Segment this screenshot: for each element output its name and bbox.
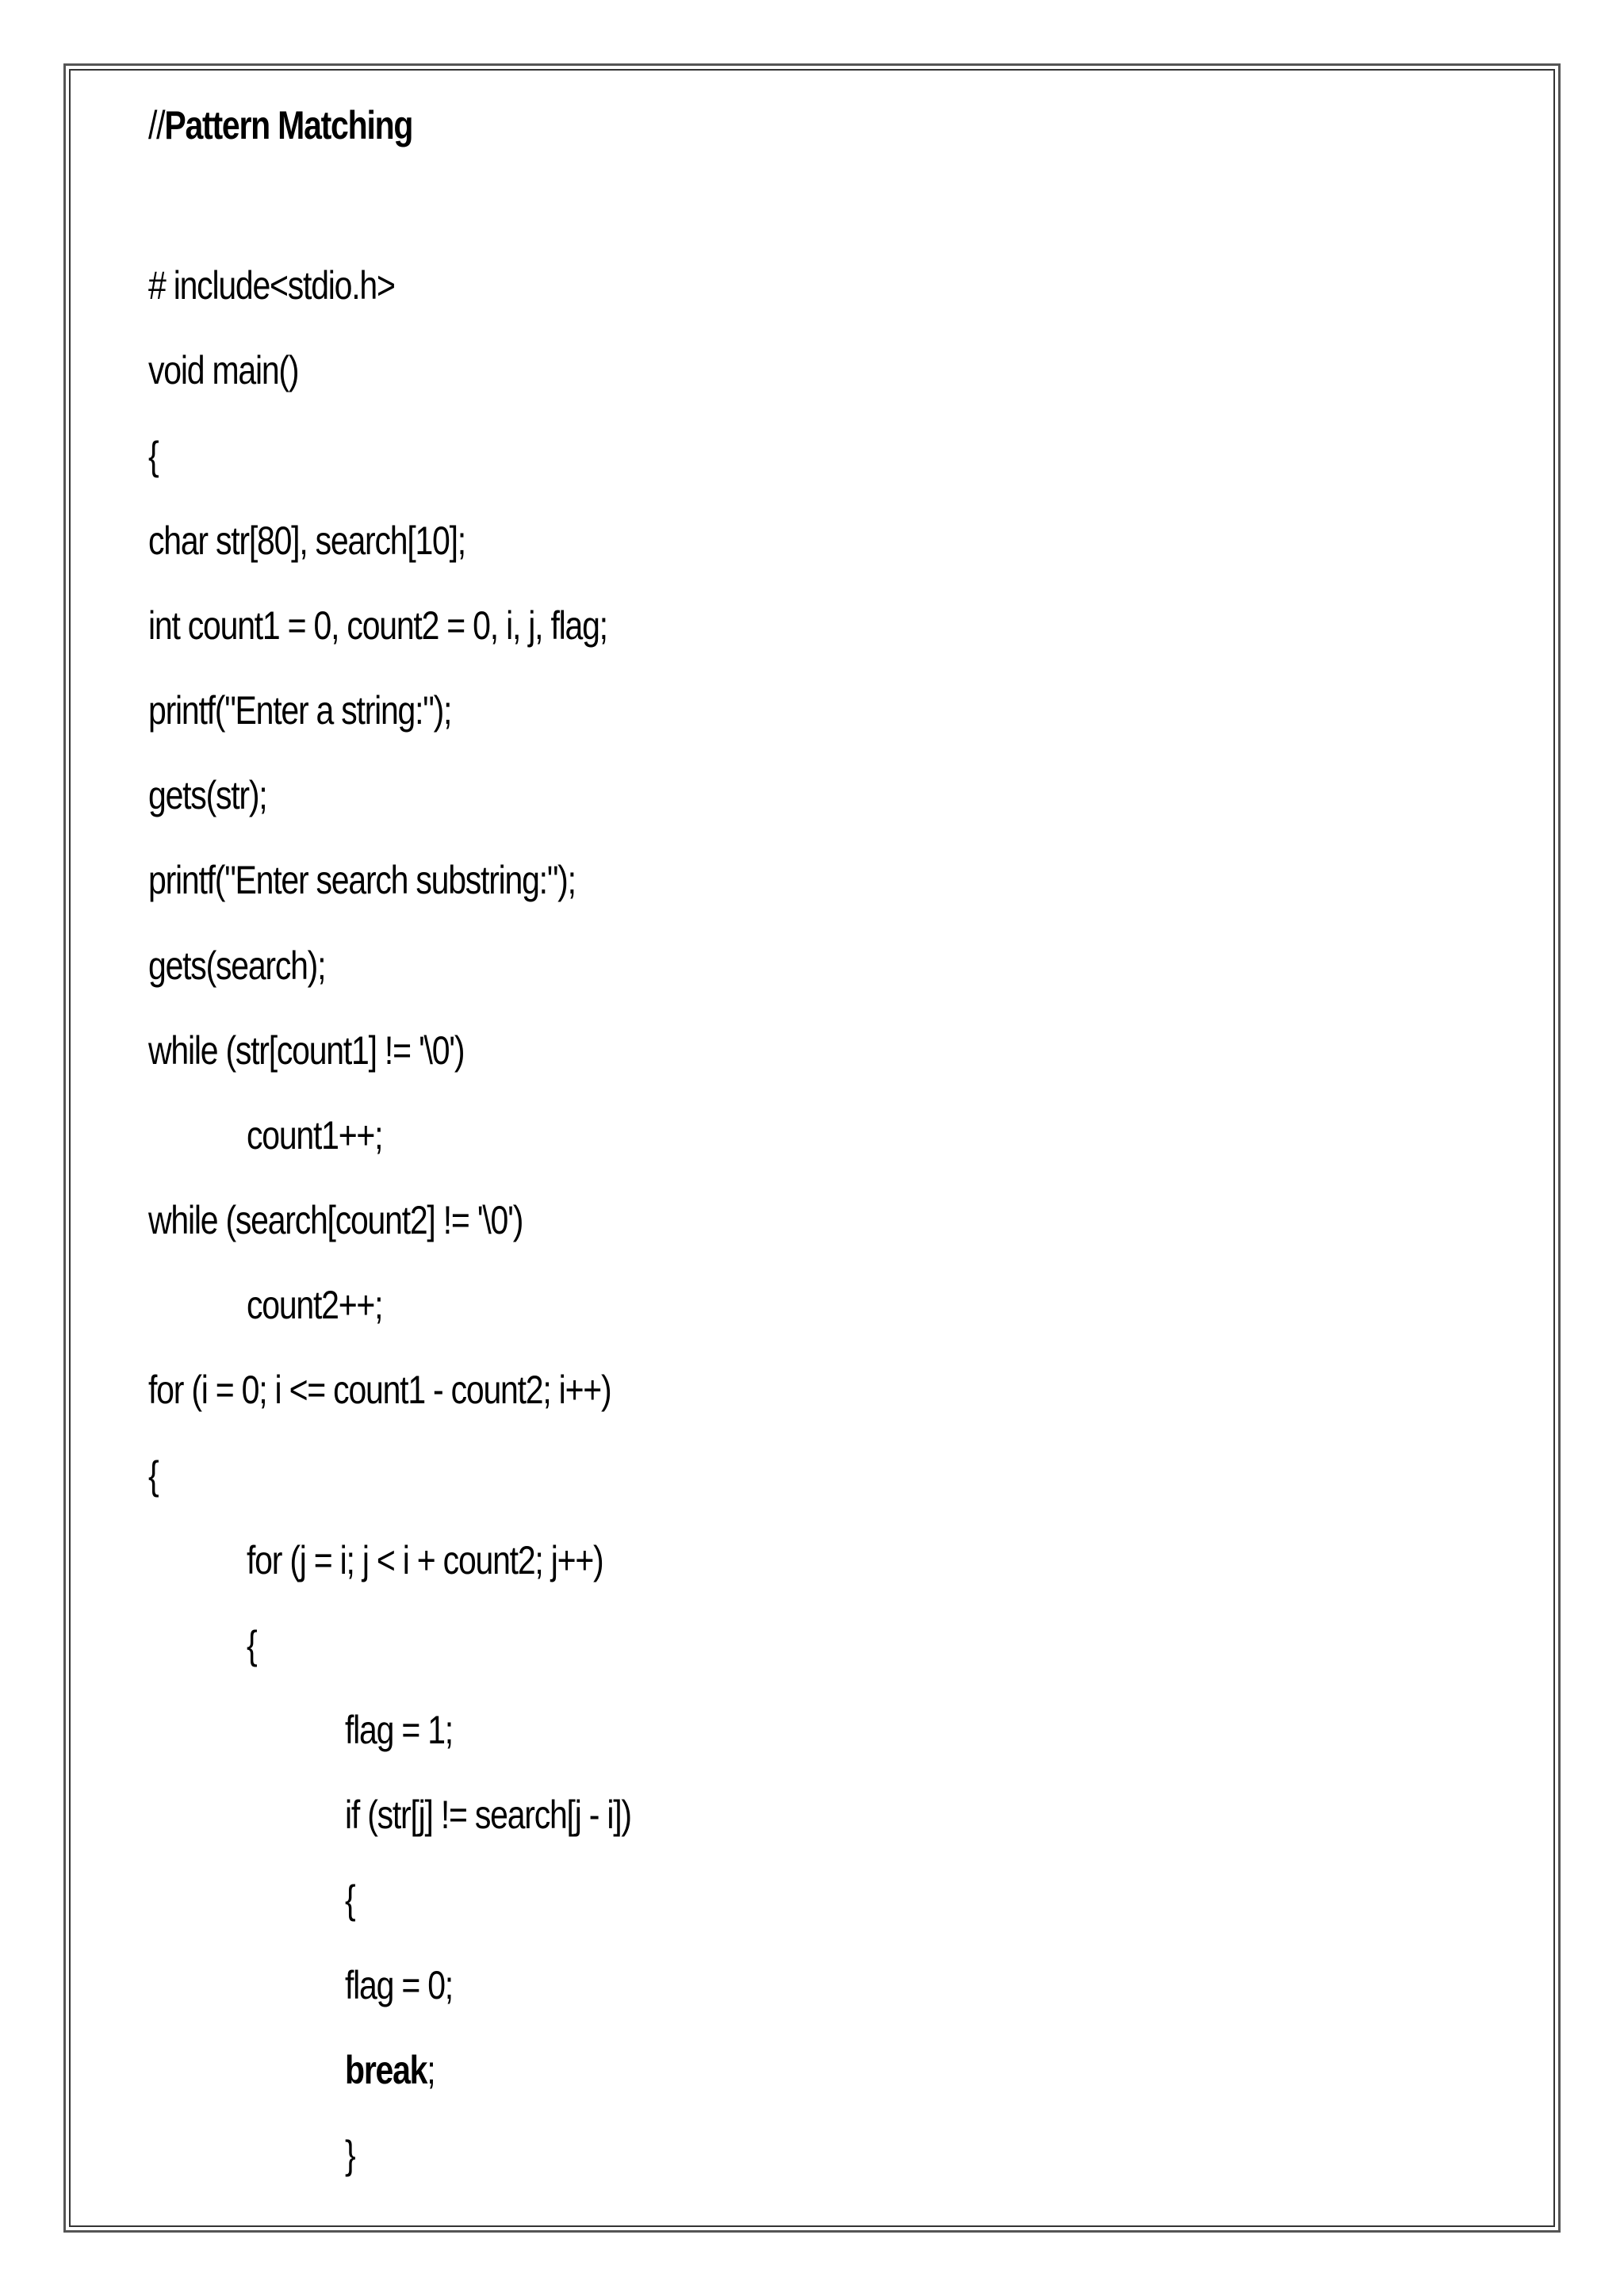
code-line-break — [345, 2046, 435, 2094]
code-line-while-search: while (search[count2] != '\0') — [148, 1198, 523, 1242]
code-line-printf-substring: printf("Enter search substring:"); — [148, 858, 576, 902]
code-line-count2-inc: count2++; — [247, 1283, 383, 1327]
page-title: Pattern Matching — [164, 103, 413, 147]
code-line-for-j: for (j = i; j < i + count2; j++) — [247, 1538, 603, 1582]
code-line-for-i-brace: { — [148, 1453, 159, 1498]
code-line-gets-search: gets(search); — [148, 943, 326, 988]
code-line-printf-string: printf("Enter a string:"); — [148, 688, 452, 733]
code-line-close-brace: } — [345, 2133, 355, 2177]
comment-prefix: // — [148, 103, 165, 147]
code-line-include: # include<stdio.h> — [148, 263, 395, 308]
code-line-main: void main() — [148, 348, 299, 392]
code-line-for-j-brace: { — [247, 1623, 257, 1667]
code-line-gets-str: gets(str); — [148, 773, 267, 817]
code-line-if-compare: if (str[j] != search[j - i]) — [345, 1793, 631, 1837]
code-line-char-decl: char str[80], search[10]; — [148, 519, 465, 563]
code-line-for-i: for (i = 0; i <= count1 - count2; i++) — [148, 1368, 611, 1412]
code-line-open-brace: { — [148, 434, 159, 478]
break-semicolon: ; — [427, 2048, 435, 2092]
code-line-flag-zero: flag = 0; — [345, 1963, 453, 2007]
break-keyword: break — [345, 2048, 427, 2092]
code-line-while-str: while (str[count1] != '\0') — [148, 1028, 465, 1073]
code-line-flag-one: flag = 1; — [345, 1708, 453, 1752]
title-line — [148, 101, 412, 149]
code-line-int-decl: int count1 = 0, count2 = 0, i, j, flag; — [148, 603, 607, 648]
code-line-if-brace: { — [345, 1877, 355, 1922]
code-line-count1-inc: count1++; — [247, 1113, 383, 1158]
